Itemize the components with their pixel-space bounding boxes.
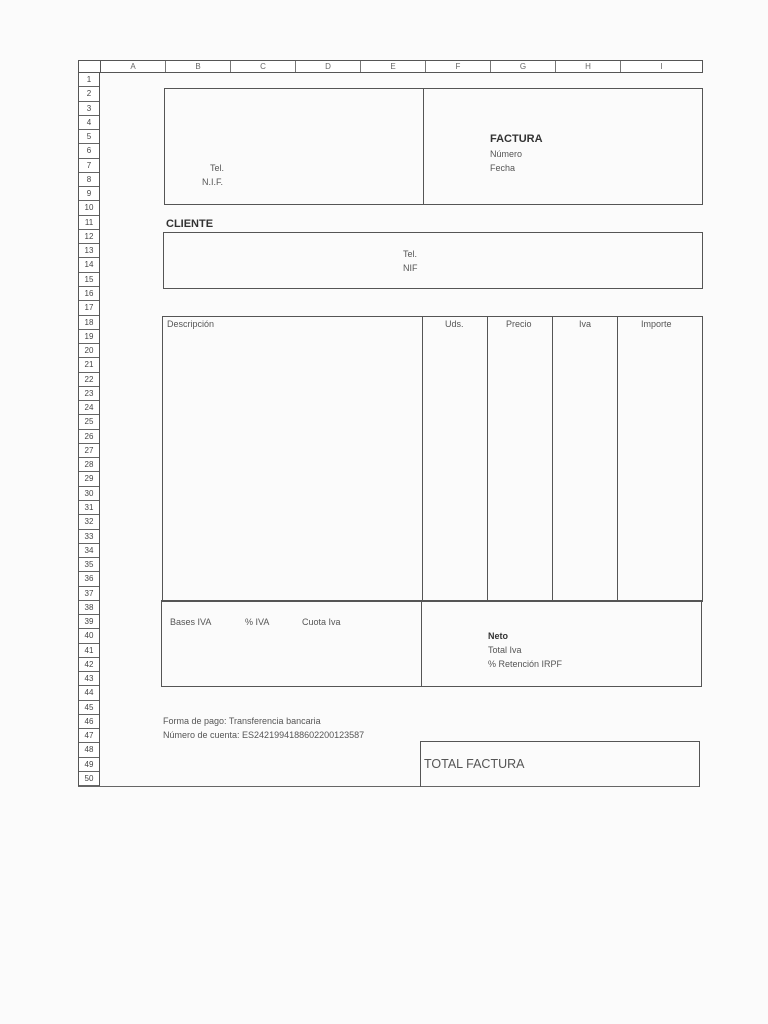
client-nif-label: NIF [403, 263, 418, 273]
row-22-header[interactable]: 22 [79, 373, 99, 387]
column-b-header[interactable]: B [166, 61, 231, 72]
row-50-header[interactable]: 50 [79, 772, 99, 786]
header-units: Uds. [445, 319, 464, 329]
row-40-header[interactable]: 40 [79, 629, 99, 643]
row-18-header[interactable]: 18 [79, 316, 99, 330]
items-col-divider-1 [422, 316, 423, 602]
row-32-header[interactable]: 32 [79, 515, 99, 529]
row-30-header[interactable]: 30 [79, 487, 99, 501]
row-16-header[interactable]: 16 [79, 287, 99, 301]
client-box [163, 232, 703, 289]
row-20-header[interactable]: 20 [79, 344, 99, 358]
column-i-header[interactable]: I [660, 62, 663, 71]
row-4-header[interactable]: 4 [79, 116, 99, 130]
row-23-header[interactable]: 23 [79, 387, 99, 401]
row-35-header[interactable]: 35 [79, 558, 99, 572]
invoice-title: FACTURA [490, 133, 543, 145]
client-tel-label: Tel. [403, 249, 418, 259]
row-7-header[interactable]: 7 [79, 159, 99, 173]
row-13-header[interactable]: 13 [79, 244, 99, 258]
row-10-header[interactable]: 10 [79, 201, 99, 215]
row-28-header[interactable]: 28 [79, 458, 99, 472]
tax-quota-label: Cuota Iva [302, 617, 341, 627]
column-f-header[interactable]: F [426, 61, 491, 72]
row-31-header[interactable]: 31 [79, 501, 99, 515]
row-38-header[interactable]: 38 [79, 601, 99, 615]
row-21-header[interactable]: 21 [79, 358, 99, 372]
column-d-header[interactable]: D [296, 61, 361, 72]
tax-bases-label: Bases IVA [170, 617, 212, 627]
row-27-header[interactable]: 27 [79, 444, 99, 458]
row-46-header[interactable]: 46 [79, 715, 99, 729]
items-col-divider-4 [617, 316, 618, 602]
payment-account: Número de cuenta: ES2421994188602200123587 [163, 730, 365, 740]
row-17-header[interactable]: 17 [79, 301, 99, 315]
row-8-header[interactable]: 8 [79, 173, 99, 187]
row-44-header[interactable]: 44 [79, 686, 99, 700]
row-36-header[interactable]: 36 [79, 572, 99, 586]
invoice-date-label: Fecha [490, 163, 516, 173]
column-header [78, 60, 703, 73]
row-48-header[interactable]: 48 [79, 743, 99, 757]
row-14-header[interactable]: 14 [79, 258, 99, 272]
row-29-header[interactable]: 29 [79, 472, 99, 486]
column-g-header[interactable]: G [491, 61, 556, 72]
row-2-header[interactable]: 2 [79, 87, 99, 101]
row-43-header[interactable]: 43 [79, 672, 99, 686]
invoice-number-label: Número [490, 149, 523, 159]
column-e-header[interactable]: E [361, 61, 426, 72]
net-label: Neto [488, 631, 508, 641]
row-6-header[interactable]: 6 [79, 144, 99, 158]
row-33-header[interactable]: 33 [79, 530, 99, 544]
row-12-header[interactable]: 12 [79, 230, 99, 244]
items-table [162, 316, 703, 602]
row-3-header[interactable]: 3 [79, 102, 99, 116]
row-5-header[interactable]: 5 [79, 130, 99, 144]
column-c-header[interactable]: C [231, 61, 296, 72]
select-all-corner[interactable] [79, 61, 101, 72]
tax-pct-label: % IVA [245, 617, 270, 627]
row-25-header[interactable]: 25 [79, 415, 99, 429]
row-47-header[interactable]: 47 [79, 729, 99, 743]
row-45-header[interactable]: 45 [79, 701, 99, 715]
row-39-header[interactable]: 39 [79, 615, 99, 629]
issuer-nif-label: N.I.F. [202, 177, 224, 187]
row-41-header[interactable]: 41 [79, 644, 99, 658]
tax-summary-divider [421, 600, 422, 687]
column-a-header[interactable]: A [101, 61, 166, 72]
row-9-header[interactable]: 9 [79, 187, 99, 201]
header-amount: Importe [641, 319, 672, 329]
row-15-header[interactable]: 15 [79, 273, 99, 287]
items-col-divider-3 [552, 316, 553, 602]
row-24-header[interactable]: 24 [79, 401, 99, 415]
client-title: CLIENTE [166, 218, 214, 230]
row-37-header[interactable]: 37 [79, 587, 99, 601]
row-19-header[interactable]: 19 [79, 330, 99, 344]
total-vat-label: Total Iva [488, 645, 522, 655]
tax-summary-box [161, 600, 702, 687]
header-description: Descripción [167, 319, 215, 329]
issuer-tel-label: Tel. [210, 163, 225, 173]
header-vat: Iva [579, 319, 592, 329]
row-49-header[interactable]: 49 [79, 758, 99, 772]
payment-method: Forma de pago: Transferencia bancaria [163, 716, 321, 726]
row-1-header[interactable]: 1 [79, 73, 99, 87]
header-divider [423, 88, 424, 205]
header-price: Precio [506, 319, 532, 329]
items-col-divider-2 [487, 316, 488, 602]
row-34-header[interactable]: 34 [79, 544, 99, 558]
row-header [78, 73, 100, 787]
row-26-header[interactable]: 26 [79, 430, 99, 444]
column-h-header[interactable]: H [556, 61, 621, 72]
header-box [164, 88, 703, 205]
row-11-header[interactable]: 11 [79, 216, 99, 230]
total-invoice-label: TOTAL FACTURA [424, 757, 525, 771]
row-42-header[interactable]: 42 [79, 658, 99, 672]
irpf-label: % Retención IRPF [488, 659, 563, 669]
